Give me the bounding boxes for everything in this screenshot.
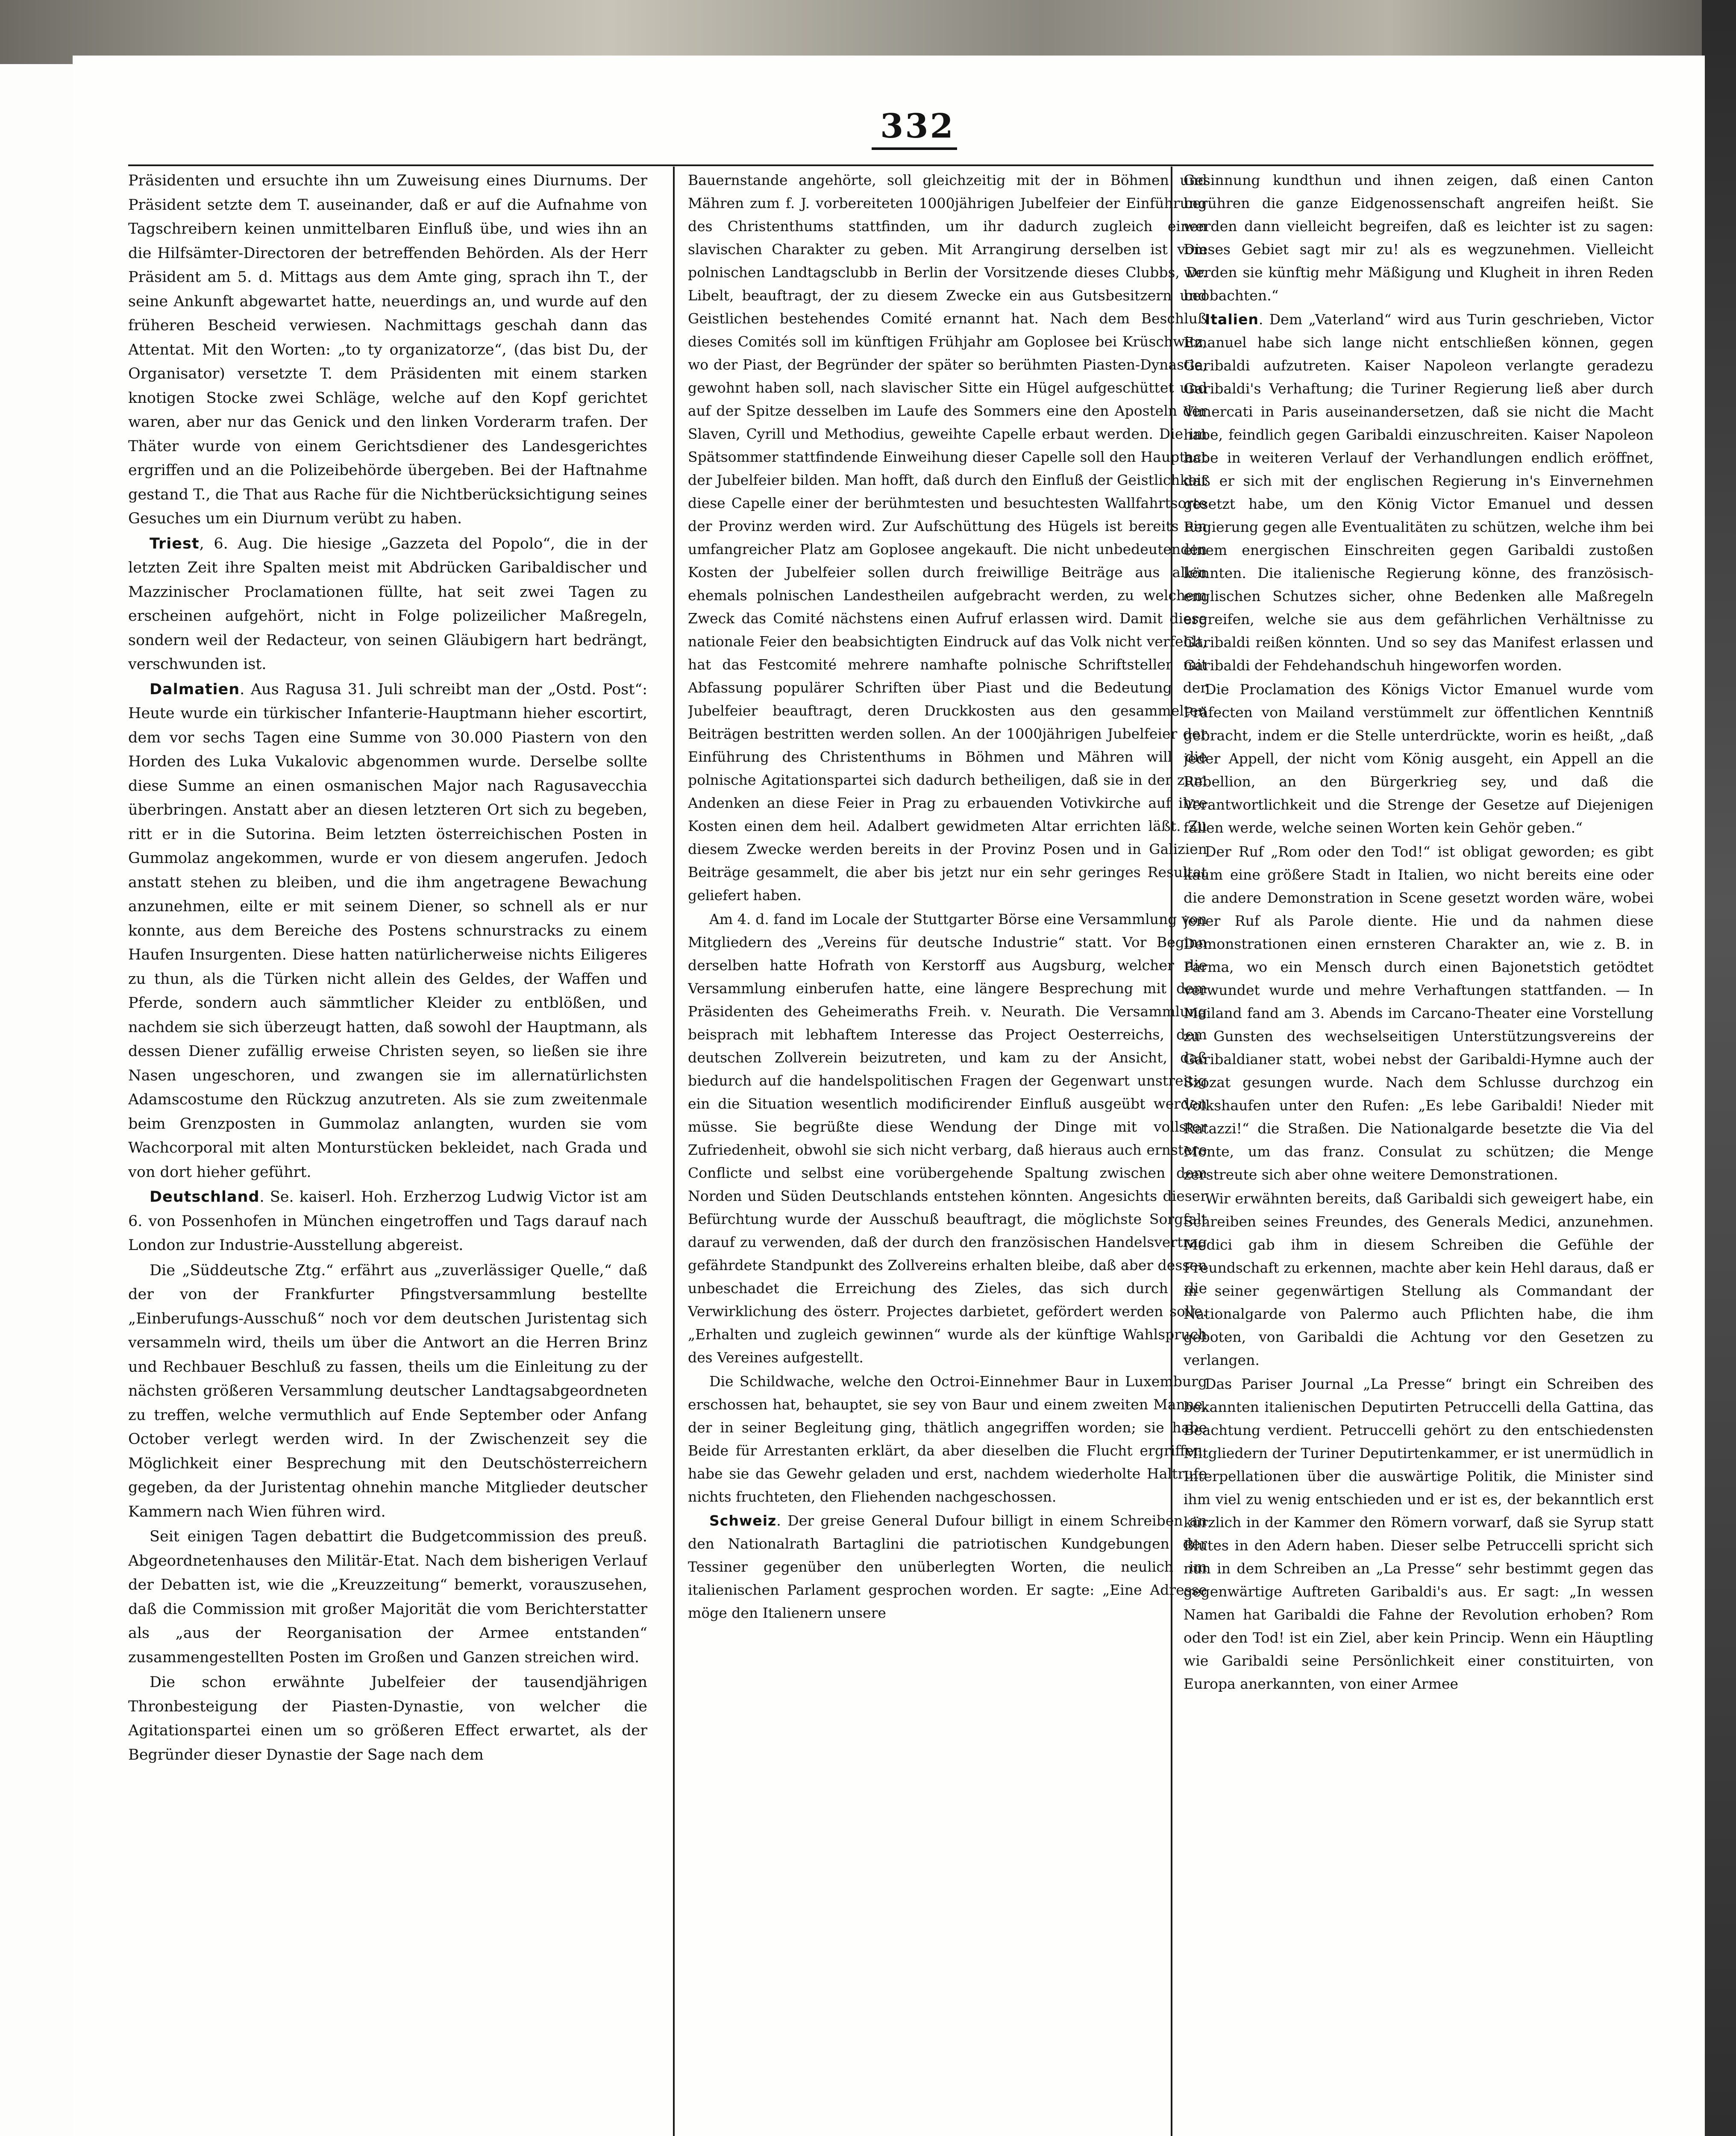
- article-paragraph: [688, 1370, 1207, 1508]
- dateline-place: Deutschland: [150, 1188, 260, 1206]
- paragraph-text: . Aus Ragusa 31. Juli schreibt man der „Ostd. Post“: Heute wurde ein türkischer Infanterie-Hauptmann hieher escortirt, dem vor sechs Tagen eine Summe von 30.000 Piastern von den Horden des Luka Vukalovic abgenommen wurde. Derselbe sollte diese Summe an einen osmanischen Major nach Ragusavecchia überbringen. Anstatt aber an diesen letzteren Ort sich zu begeben, ritt er in die Sutorina. Beim letzten österreichischen Posten in Gummolaz angekommen, wurde er von diesem angerufen. Jedoch anstatt stehen zu bleiben, und die ihm angetragene Bewachung anzunehmen, eilte er mit seinem Diener, so schnell als er nur konnte, aus dem Bereiche des Postens schnurstracks zu einem Haufen Insurgenten. Diese hatten natürlicherweise nichts Eiligeres zu thun, als die Türken nicht allein des Geldes, der Waffen und Pferde, sondern auch sämmtlicher Kleider zu entblößen, und nachdem sie sich überzeugt hatten, daß sowohl der Hauptmann, als dessen Diener zufällig erweise Christen seyen, so ließen sie ihre Nasen ungeschoren, und zwangen sie im allernatürlichsten Adamscostume den Rückzug anzutreten. Als sie zum zweitenmale beim Grenzposten in Gummolaz anlangten, wurden sie vom Wachcorporal mit alten Monturstücken bekleidet, nach Grada und von dort hieher geführt.: [128, 681, 647, 1181]
- paragraph-text: , 6. Aug. Die hiesige „Gazzeta del Popolo“, die in der letzten Zeit ihre Spalten meist mit Abdrücken Garibaldischer und Mazzinischer Proclamationen füllte, hat seit zwei Tagen zu erscheinen aufgehört, nicht in Folge polizeilicher Maßregeln, sondern weil der Redacteur, von seinen Gläubigern hart bedrängt, verschwunden ist.: [128, 535, 647, 673]
- page-number-rule: [872, 147, 957, 150]
- paragraph-text: Gesinnung kundthun und ihnen zeigen, daß einen Canton berühren die ganze Eidgenossenschaft angreifen heißt. Sie werden dann vielleicht begreifen, daß es leichter ist zu sagen: Dieses Gebiet sagt mir zu! als es wegzunehmen. Vielleicht werden sie künftig mehr Mäßigung und Klugheit in ihren Reden beobachten.“: [1184, 172, 1654, 304]
- page-number: 332: [880, 107, 955, 146]
- paragraph-text: Die Proclamation des Königs Victor Emanuel wurde vom Präfecten von Mailand verstümmelt zur öffentlichen Kenntniß gebracht, indem er die Stelle unterdrückte, worin es heißt, „daß jeder Appell, der nicht vom König ausgeht, ein Appell an die Rebellion, an den Bürgerkrieg sey, und daß die Verantwortlichkeit und die Strenge der Gesetze auf Diejenigen fallen werde, welche seinen Worten kein Gehör geben.“: [1184, 681, 1654, 836]
- header-rule: [128, 164, 1654, 166]
- article-paragraph: [128, 678, 647, 1185]
- paragraph-text: Präsidenten und ersuchte ihn um Zuweisung eines Diurnums. Der Präsident setzte dem T. auseinander, daß er auf die Aufnahme von Tagschreibern keinen unmittelbaren Einfluß übe, und wies ihn an die Hilfsämter-Directoren der betreffenden Behörden. Als der Herr Präsident am 5. d. Mittags aus dem Amte ging, sprach ihn T., der seine Ankunft abgewartet hatte, neuerdings an, und wurde auf den früheren Bescheid verwiesen. Nachmittags geschah dann das Attentat. Mit den Worten: „to ty organizatorze“, (das bist Du, der Organisator) versetzte T. dem Präsidenten mit einem starken knotigen Stocke zwei Schläge, welche auf den Kopf gerichtet waren, aber nur das Genick und den linken Vorderarm trafen. Der Thäter wurde von einem Gerichtsdiener des Landesgerichtes ergriffen und an die Polizeibehörde übergeben. Bei der Haftnahme gestand T., die That aus Rache für die Nichtberücksichtigung seines Gesuches um ein Diurnum verübt zu haben.: [128, 172, 647, 527]
- paragraph-text: Das Pariser Journal „La Presse“ bringt ein Schreiben des bekannten italienischen Deputirten Petruccelli della Gattina, das Beachtung verdient. Petruccelli gehört zu den entschiedensten Mitgliedern der Turiner Deputirtenkammer, er ist unermüdlich in Interpellationen über die auswärtige Politik, die Minister sind ihm viel zu wenig entschieden und er ist es, der bekanntlich erst kürzlich in der Kammer den Römern vorwarf, daß sie Syrup statt Blutes in den Adern haben. Dieser selbe Petruccelli spricht sich nun in dem Schreiben an „La Presse“ sehr bestimmt gegen das gegenwärtige Auftreten Garibaldi's aus. Er sagt: „In wessen Namen hat Garibaldi die Fahne der Revolution erhoben? Rom oder den Tod! ist ein Ziel, aber kein Princip. Wenn ein Häuptling wie Garibaldi seine Persönlichkeit einer constituirten, von Europa anerkannten, von einer Armee: [1184, 1376, 1654, 1692]
- article-paragraph: [1184, 840, 1654, 1186]
- article-paragraph: [128, 1185, 647, 1258]
- article-paragraph: [688, 908, 1207, 1369]
- article-paragraph: [1184, 678, 1654, 839]
- paragraph-text: Die schon erwähnte Jubelfeier der tausendjährigen Thronbesteigung der Piasten-Dynastie, von welcher die Agitationspartei einen um so größeren Effect erwartet, als der Begründer dieser Dynastie der Sage nach dem: [128, 1674, 647, 1763]
- scan-right-edge: [1702, 0, 1736, 2136]
- paragraph-text: Am 4. d. fand im Locale der Stuttgarter Börse eine Versammlung von Mitgliedern des „Vereins für deutsche Industrie“ statt. Vor Beginn derselben hatte Hofrath von Kerstorff aus Augsburg, welcher die Versammlung einberufen hatte, eine längere Besprechung mit dem Präsidenten des Geheimeraths Freih. v. Neurath. Die Versammlung beisprach mit lebhaftem Interesse das Project Oesterreichs, dem deutschen Zollverein beizutreten, und kam zu der Ansicht, daß biedurch auf die handelspolitischen Fragen der Gegenwart unstreitig ein die Situation wesentlich modificirender Einfluß ausgeübt werden müsse. Sie begrüßte diese Wendung der Dinge mit vollster Zufriedenheit, obwohl sie sich nicht verbarg, daß hieraus auch ernstere Conflicte und selbst eine vorübergehende Spaltung zwischen dem Norden und Süden Deutschlands entstehen könnten. Angesichts dieser Befürchtung wurde der Ausschuß beauftragt, die möglichste Sorgfalt darauf zu verwenden, daß der durch den französischen Handelsvertrag gefährdete Standpunkt des Zollvereins erhalten bleibe, daß aber dessen unbeschadet die Erreichung des Zieles, das sich durch die Verwirklichung des österr. Projectes darbietet, gefördert werden solle. „Erhalten und zugleich gewinnen“ wurde als der künftige Wahlspruch des Vereines aufgestellt.: [688, 911, 1207, 1366]
- paragraph-text: Die Schildwache, welche den Octroi-Einnehmer Baur in Luxemburg erschossen hat, behauptet, sie sey von Baur und einem zweiten Manne, der in seiner Begleitung ging, thätlich angegriffen worden; sie habe Beide für Arrestanten erklärt, da aber dieselben die Flucht ergriffen, habe sie das Gewehr geladen und erst, nachdem wiederholte Haltrufe nichts fruchteten, den Fliehenden nachgeschossen.: [688, 1373, 1207, 1505]
- article-paragraph: [128, 169, 647, 531]
- column-rule-1: [673, 167, 675, 2136]
- article-paragraph: [688, 169, 1207, 907]
- article-paragraph: [128, 1525, 647, 1669]
- text-column-1: [128, 169, 647, 2136]
- article-paragraph: [688, 1509, 1207, 1625]
- paragraph-text: Der Ruf „Rom oder den Tod!“ ist obligat geworden; es gibt kaum eine größere Stadt in Italien, wo nicht bereits eine oder die andere Demonstration in Scene gesetzt worden wäre, wobei jener Ruf als Parole diente. Hie und da nahmen diese Demonstrationen einen ernsteren Charakter an, wie z. B. in Parma, wo ein Mensch durch einen Bajonetstich getödtet verwundet wurde und mehre Verhaftungen stattfanden. — In Mailand fand am 3. Abends im Carcano-Theater eine Vorstellung zu Gunsten des wechselseitigen Unterstützungsvereins der Garibaldianer statt, wobei nebst der Garibaldi-Hymne auch der Szozat gesungen wurde. Nach dem Schlusse durchzog ein Volkshaufen unter den Rufen: „Es lebe Garibaldi! Nieder mit Ratazzi!“ die Straßen. Die Nationalgarde besetzte die Via del Monte, um das franz. Consulat zu schützen; die Menge zerstreute sich aber ohne weitere Demonstrationen.: [1184, 843, 1654, 1183]
- article-paragraph: [128, 1670, 647, 1767]
- text-column-2: [688, 169, 1207, 2136]
- dateline-place: Schweiz: [709, 1512, 777, 1529]
- paragraph-text: Wir erwähnten bereits, daß Garibaldi sich geweigert habe, ein Schreiben seines Freundes, des Generals Medici, anzunehmen. Medici gab ihm in diesem Schreiben die Gefühle der Freundschaft zu erkennen, machte aber kein Hehl daraus, daß er in seiner gegenwärtigen Stellung als Commandant der Nationalgarde von Palermo auch Pflichten habe, die ihm geboten, von Garibaldi die Achtung vor den Gesetzen zu verlangen.: [1184, 1190, 1654, 1368]
- scan-top-edge: [0, 0, 1736, 64]
- text-column-3: [1184, 169, 1654, 2136]
- article-paragraph: [1184, 1187, 1654, 1372]
- paragraph-text: . Dem „Vaterland“ wird aus Turin geschrieben, Victor Emanuel habe sich lange nicht entschließen können, gegen Garibaldi aufzutreten. Kaiser Napoleon verlangte geradezu Garibaldi's Verhaftung; die Turiner Regierung ließ aber durch Vimercati in Paris auseinandersetzen, daß sie nicht die Macht habe, feindlich gegen Garibaldi einzuschreiten. Kaiser Napoleon habe in weiteren Verlauf der Verhandlungen endlich eröffnet, daß er sich mit der englischen Regierung in's Einvernehmen gesetzt habe, um den König Victor Emanuel und dessen Regierung gegen alle Eventualitäten zu schützen, welche ihm bei einem energischen Einschreiten gegen Garibaldi zustoßen könnten. Die italienische Regierung könne, des französisch-englischen Schutzes sicher, ohne Bedenken alle Maßregeln ergreifen, welche sie aus dem gefährlichen Verhältnisse zu Garibaldi reißen könnten. Und so sey das Manifest erlassen und Garibaldi der Fehdehandschuh hingeworfen worden.: [1184, 311, 1654, 674]
- article-paragraph: [1184, 1373, 1654, 1696]
- paragraph-text: . Der greise General Dufour billigt in einem Schreiben an den Nationalrath Bartaglini die patriotischen Kundgebungen der Tessiner gegenüber den unüberlegten Worten, die neulich im italienischen Parlament gesprochen worden. Er sagte: „Eine Adresse möge den Italienern unsere: [688, 1512, 1207, 1621]
- dateline-place: Triest: [150, 535, 200, 552]
- dateline-place: Italien: [1205, 311, 1259, 328]
- paragraph-text: Bauernstande angehörte, soll gleichzeitig mit der in Böhmen und Mähren zum f. J. vorbereiteten 1000jährigen Jubelfeier der Einführung des Christenthums stattfinden, um ihr dadurch zugleich einen slavischen Charakter zu geben. Mit Arrangirung derselben ist vom polnischen Landtagsclubb in Berlin der Vorsitzende dieses Clubbs, Dr. Libelt, beauftragt, der zu diesem Zwecke ein aus Gutsbesitzern und Geistlichen bestehendes Comité ernannt hat. Nach dem Beschluß dieses Comités soll im künftigen Frühjahr am Goplosee bei Krüschwitz, wo der Piast, der Begründer der später so berühmten Piasten-Dynastie, gewohnt haben soll, nach slavischer Sitte ein Hügel aufgeschüttet und auf der Spitze desselben im Laufe des Sommers eine den Aposteln der Slaven, Cyrill und Methodius, geweihte Capelle erbaut werden. Die im Spätsommer stattfindende Einweihung dieser Capelle soll den Hauptact der Jubelfeier bilden. Man hofft, daß durch den Einfluß der Geistlichkeit diese Capelle einer der berühmtesten und besuchtesten Wallfahrtsorte der Provinz werden wird. Zur Aufschüttung des Hügels ist bereits ein umfangreicher Platz am Goplosee angekauft. Die nicht unbedeutenden Kosten der Jubelfeier sollen durch freiwillige Beiträge aus allen ehemals polnischen Landestheilen aufgebracht werden, zu welchem Zweck das Comité nächstens einen Aufruf erlassen wird. Damit diese nationale Feier den beabsichtigten Eindruck auf das Volk nicht verfehlt, hat das Festcomité mehrere namhafte polnische Schriftsteller mit Abfassung populärer Schriften über Piast und die Bedeutung der Jubelfeier beauftragt, deren Druckkosten aus den gesammelten Beiträgen bestritten werden sollen. An der 1000jährigen Jubelfeier der Einführung des Christenthums in Böhmen und Mähren will die polnische Agitationspartei sich dadurch betheiligen, daß sie in der zum Andenken an diese Feier in Prag zu erbauenden Votivkirche auf ihre Kosten einen dem heil. Adalbert gewidmeten Altar errichten läßt. Zu diesem Zwecke werden bereits in der Provinz Posen und in Galizien Beiträge gesammelt, die aber bis jetzt nur ein sehr geringes Resultat geliefert haben.: [688, 172, 1207, 904]
- dateline-place: Dalmatien: [150, 681, 240, 698]
- article-paragraph: [1184, 308, 1654, 677]
- paragraph-text: Die „Süddeutsche Ztg.“ erfährt aus „zuverlässiger Quelle,“ daß der von der Frankfurter Pfingstversammlung bestellte „Einberufungs-Ausschuß“ noch vor dem deutschen Juristentag sich versammeln wird, theils um über die Antwort an die Herren Brinz und Rechbauer Beschluß zu fassen, theils um die Einleitung zu der nächsten größeren Versammlung deutscher Landtagsabgeordneten zu treffen, welche vermuthlich auf Ende September oder Anfang October verlegt werden wird. In der Zwischenzeit sey die Möglichkeit einer Besprechung mit den Deutschösterreichern gegeben, da der Juristentag ohnehin manche Mitglieder deutscher Kammern nach Wien führen wird.: [128, 1262, 647, 1520]
- paragraph-text: . Se. kaiserl. Hoh. Erzherzog Ludwig Victor ist am 6. von Possenhofen in München eingetroffen und Tags darauf nach London zur Industrie-Ausstellung abgereist.: [128, 1188, 647, 1254]
- article-paragraph: [128, 1259, 647, 1524]
- paragraph-text: Seit einigen Tagen debattirt die Budgetcommission des preuß. Abgeordnetenhauses den Militär-Etat. Nach dem bisherigen Verlauf der Debatten ist, wie die „Kreuzzeitung“ bemerkt, vorauszusehen, daß die Commission mit großer Majorität die vom Berichterstatter als „aus der Reorganisation der Armee entstanden“ zusammengestellten Posten im Großen und Ganzen streichen wird.: [128, 1528, 647, 1666]
- article-paragraph: [128, 532, 647, 677]
- article-paragraph: [1184, 169, 1654, 307]
